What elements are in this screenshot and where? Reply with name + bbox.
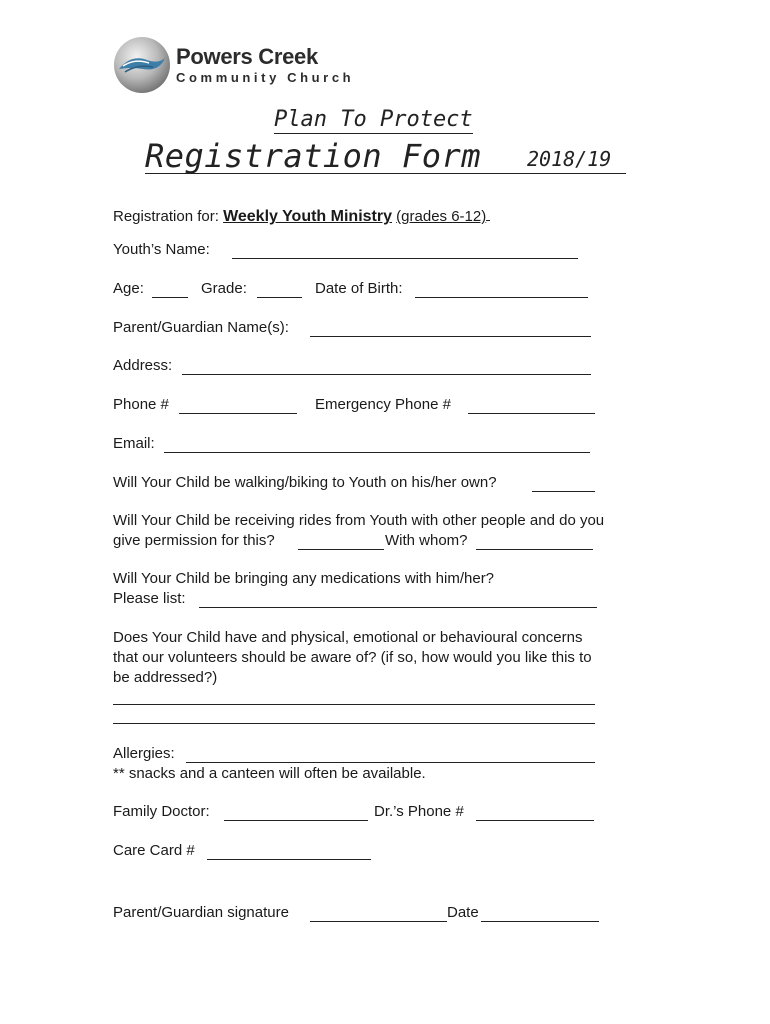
youth-name-label: Youth’s Name: [113, 241, 210, 258]
dob-field[interactable] [415, 283, 588, 298]
grade-label: Grade: [201, 280, 247, 297]
allergies-label: Allergies: [113, 745, 175, 762]
family-doctor-label: Family Doctor: [113, 803, 210, 820]
grade-field[interactable] [257, 283, 302, 298]
please-list-label: Please list: [113, 590, 186, 607]
with-whom-label: With whom? [385, 532, 468, 549]
email-label: Email: [113, 435, 155, 452]
dob-label: Date of Birth: [315, 280, 403, 297]
family-doctor-field[interactable] [224, 806, 368, 821]
rides-question-line2: give permission for this? [113, 532, 275, 549]
address-field[interactable] [182, 360, 591, 375]
phone-label: Phone # [113, 396, 169, 413]
concerns-question-line3: be addressed?) [113, 669, 218, 686]
concerns-question-line1: Does Your Child have and physical, emotional or behavioural concerns [113, 629, 583, 646]
doctor-phone-field[interactable] [476, 806, 594, 821]
form-subtitle: Plan To Protect [274, 107, 473, 132]
concerns-question-line2: that our volunteers should be aware of? (if so, how would you like this to [113, 649, 592, 666]
age-label: Age: [113, 280, 144, 297]
medications-field[interactable] [199, 593, 597, 608]
guardian-names-label: Parent/Guardian Name(s): [113, 319, 289, 336]
address-label: Address: [113, 357, 173, 374]
form-year: 2018/19 [527, 147, 612, 171]
date-field[interactable] [481, 907, 599, 922]
youth-name-field[interactable] [232, 244, 578, 259]
with-whom-field[interactable] [476, 535, 593, 550]
church-logo-icon [113, 36, 171, 94]
snacks-note: ** snacks and a canteen will often be available. [113, 765, 426, 782]
care-card-label: Care Card # [113, 842, 195, 859]
age-field[interactable] [152, 283, 188, 298]
emergency-phone-label: Emergency Phone # [315, 396, 451, 413]
walking-question: Will Your Child be walking/biking to Youth on his/her own? [113, 474, 497, 491]
concerns-answer-line-1[interactable] [113, 704, 595, 705]
signature-field[interactable] [310, 907, 447, 922]
phone-field[interactable] [179, 399, 297, 414]
registration-grades: (grades 6-12) [396, 208, 487, 225]
rides-question-line1: Will Your Child be receiving rides from Youth with other people and do you [113, 512, 605, 529]
rides-permission-field[interactable] [298, 535, 384, 550]
allergies-field[interactable] [186, 748, 595, 763]
registration-for-row [113, 206, 490, 227]
care-card-field[interactable] [207, 845, 371, 860]
org-name: Powers Creek [176, 44, 318, 69]
guardian-names-field[interactable] [310, 322, 591, 337]
signature-label: Parent/Guardian signature [113, 904, 289, 921]
doctor-phone-label: Dr.’s Phone # [374, 803, 464, 820]
concerns-answer-line-2[interactable] [113, 723, 595, 724]
form-title-block [145, 139, 626, 174]
org-subtitle: Community Church [176, 70, 355, 85]
date-label: Date [447, 904, 479, 921]
form-title: Registration Form [145, 137, 482, 175]
walking-answer-field[interactable] [532, 477, 595, 492]
registration-for-label: Registration for: [113, 208, 219, 225]
email-field[interactable] [164, 438, 590, 453]
registration-program: Weekly Youth Ministry [223, 208, 392, 225]
medications-question: Will Your Child be bringing any medications with him/her? [113, 570, 495, 587]
emergency-phone-field[interactable] [468, 399, 595, 414]
